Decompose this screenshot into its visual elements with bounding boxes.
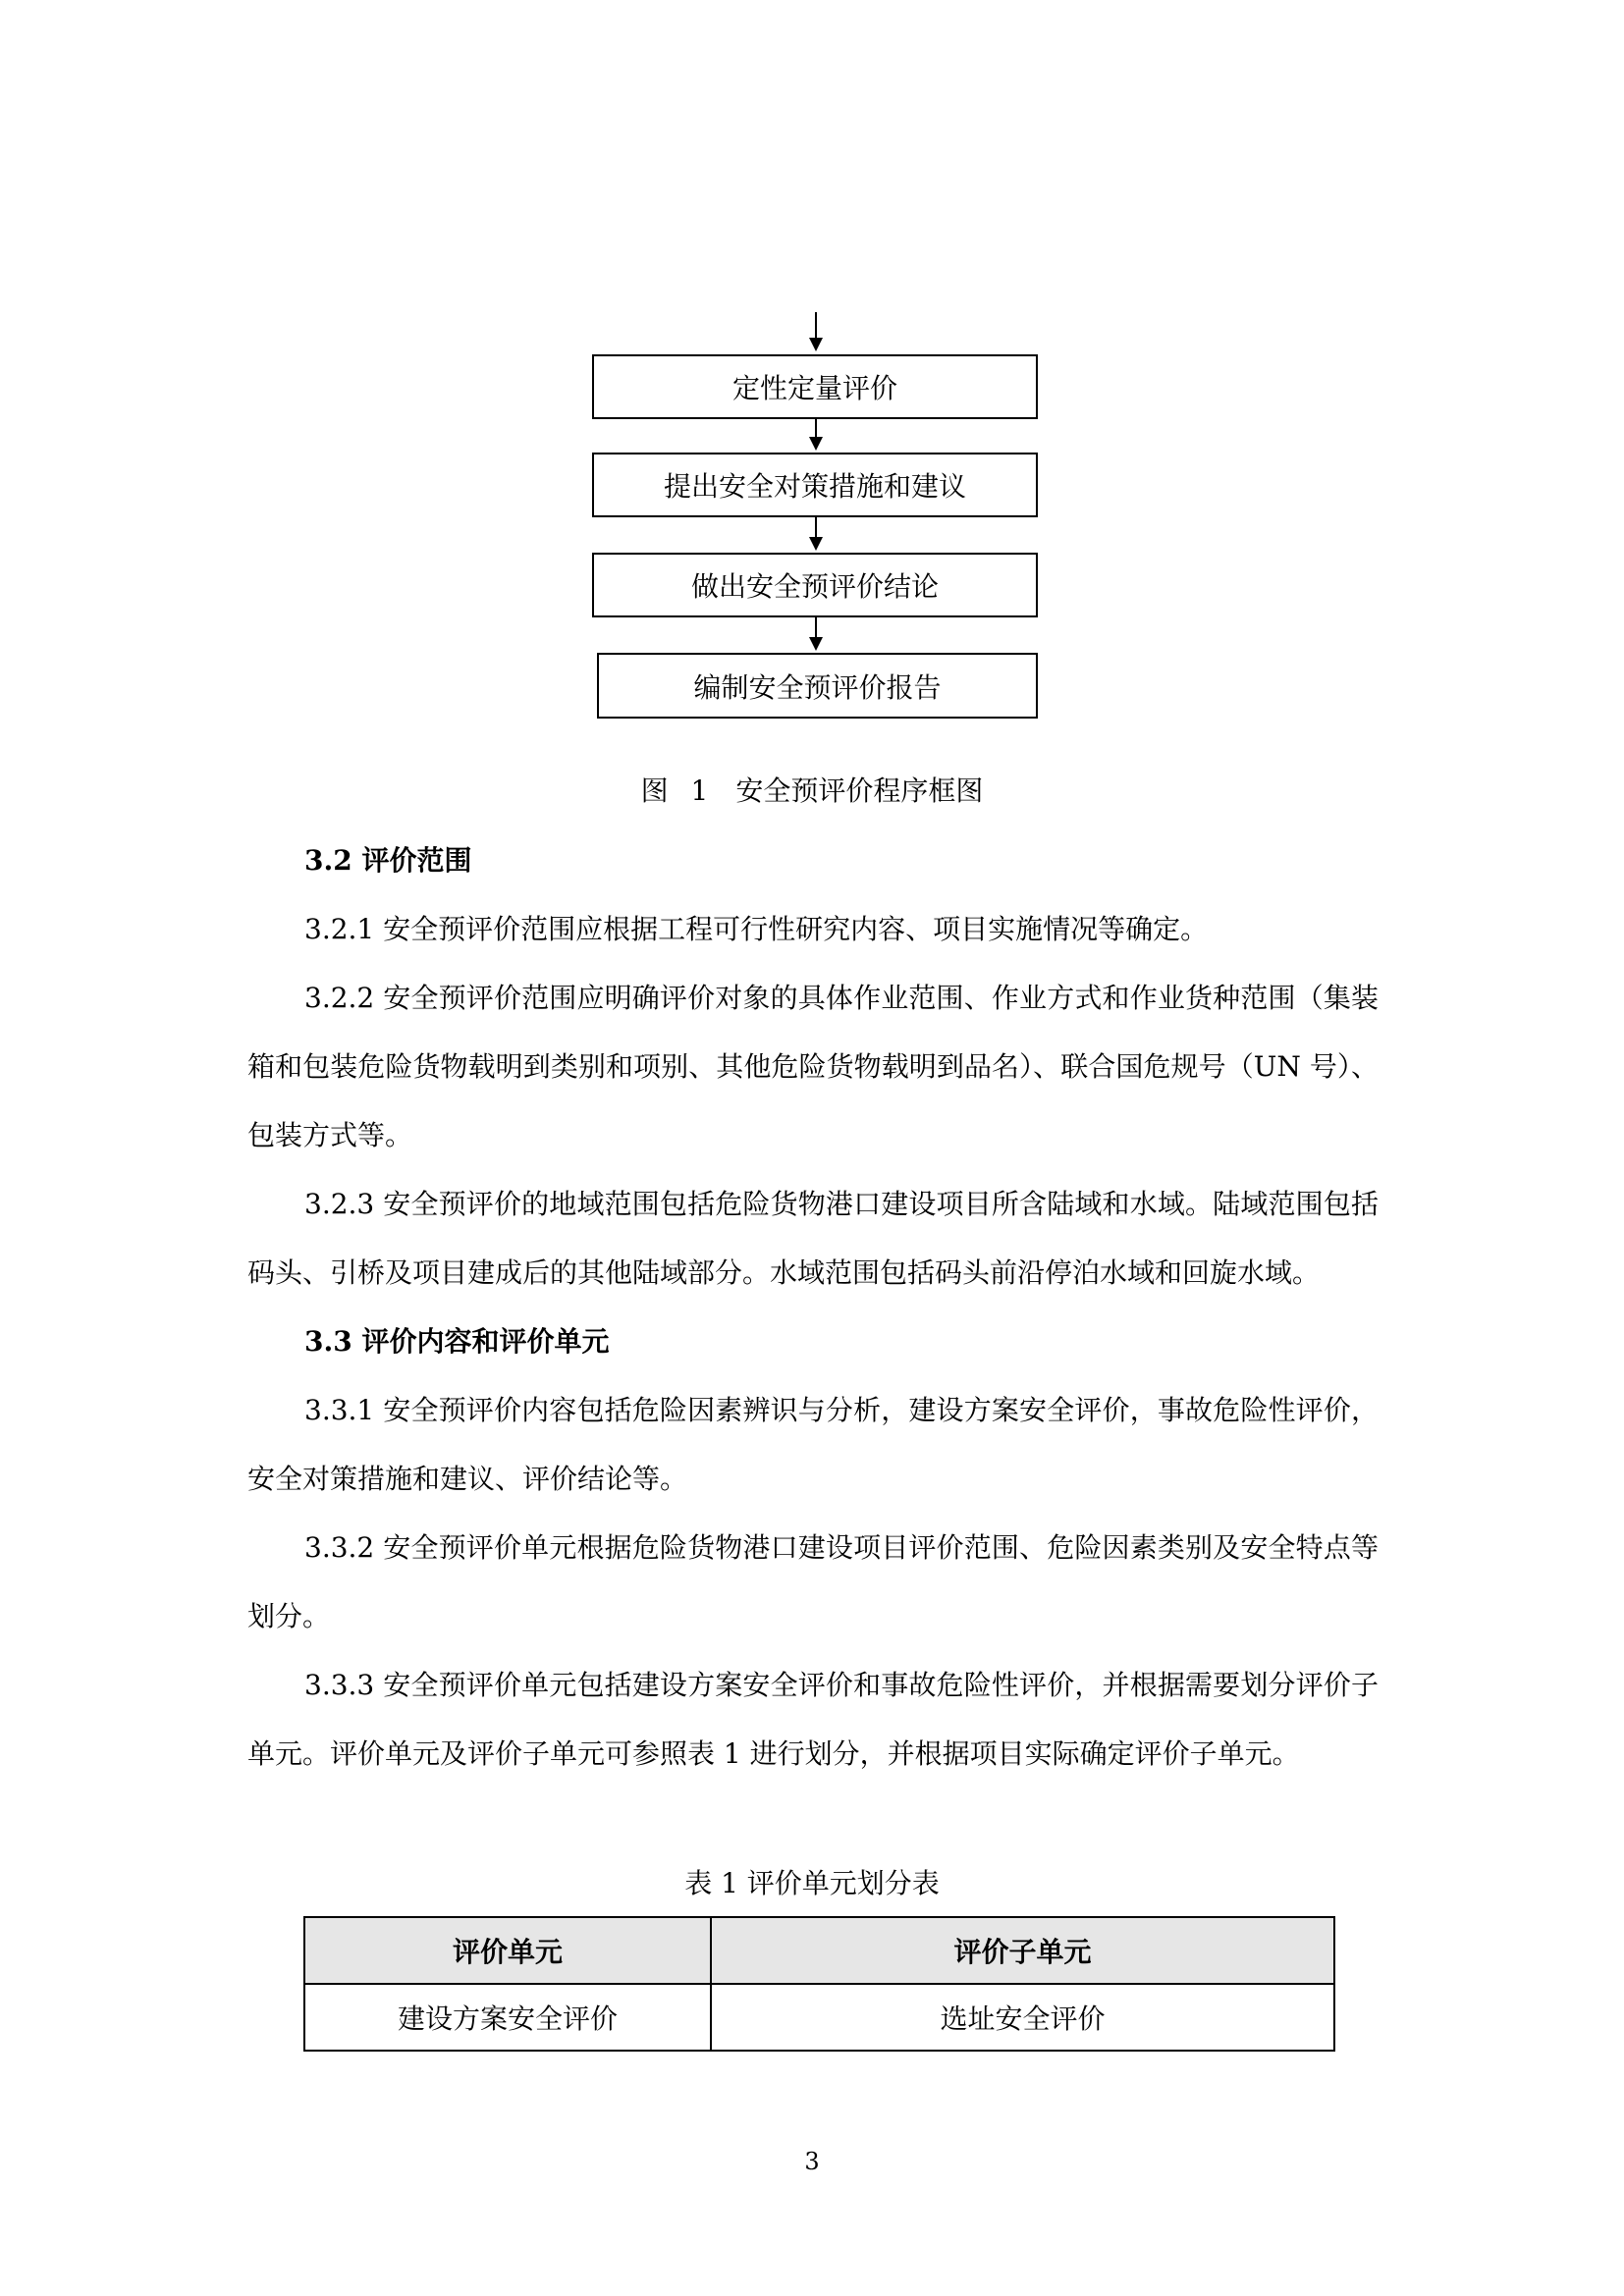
paragraph-3-2-2: 3.2.2 安全预评价范围应明确评价对象的具体作业范围、作业方式和作业货种范围（集装箱和包装危险货物载明到类别和项别、其他危险货物载明到品名）、联合国危规号（UN 号）、包装方式等。 (247, 982, 1379, 1151)
flow-step-countermeasures (592, 453, 1038, 517)
flow-step-label: 做出安全预评价结论 (690, 570, 939, 603)
table-title: 表 1 评价单元划分表 (684, 1867, 940, 1899)
flow-step-report (597, 653, 1038, 719)
paragraph-3-2-3: 3.2.3 安全预评价的地域范围包括危险货物港口建设项目所含陆域和水域。陆域范围包括码头、引桥及项目建成后的其他陆域部分。水域范围包括码头前沿停泊水域和回旋水域。 (247, 1188, 1379, 1289)
flow-step-conclusion (592, 553, 1038, 617)
evaluation-units-table (303, 1916, 1335, 2052)
table-row (304, 1984, 1334, 2051)
paragraph-3-3-3: 3.3.3 安全预评价单元包括建设方案安全评价和事故危险性评价，并根据需要划分评价子单元。评价单元及评价子单元可参照表 1 进行划分，并根据项目实际确定评价子单元。 (247, 1669, 1379, 1770)
flow-step-label: 编制安全预评价报告 (693, 670, 942, 704)
paragraph-3-2-1: 3.2.1 安全预评价范围应根据工程可行性研究内容、项目实施情况等确定。 (304, 913, 1209, 945)
section-heading-3-3: 3.3 评价内容和评价单元 (304, 1325, 610, 1358)
page-number: 3 (804, 2148, 820, 2175)
header-evaluation-unit: 评价单元 (304, 1917, 711, 1984)
table-cell-unit: 建设方案安全评价 (304, 1984, 711, 2051)
header-evaluation-subunit: 评价子单元 (711, 1917, 1334, 1984)
flow-step-label: 提出安全对策措施和建议 (663, 470, 966, 503)
paragraph-3-3-1: 3.3.1 安全预评价内容包括危险因素辨识与分析，建设方案安全评价，事故危险性评价，安全对策措施和建议、评价结论等。 (247, 1394, 1379, 1495)
table-cell-subunit: 选址安全评价 (711, 1984, 1334, 2051)
flow-step-qualitative-quantitative (592, 354, 1038, 419)
paragraph-3-3-2: 3.3.2 安全预评价单元根据危险货物港口建设项目评价范围、危险因素类别及安全特点等划分。 (247, 1531, 1379, 1632)
section-heading-3-2: 3.2 评价范围 (304, 844, 472, 877)
flow-step-label: 定性定量评价 (731, 372, 897, 404)
table-header-row (304, 1917, 1334, 1984)
figure-caption: 图 1 安全预评价程序框图 (640, 774, 984, 807)
